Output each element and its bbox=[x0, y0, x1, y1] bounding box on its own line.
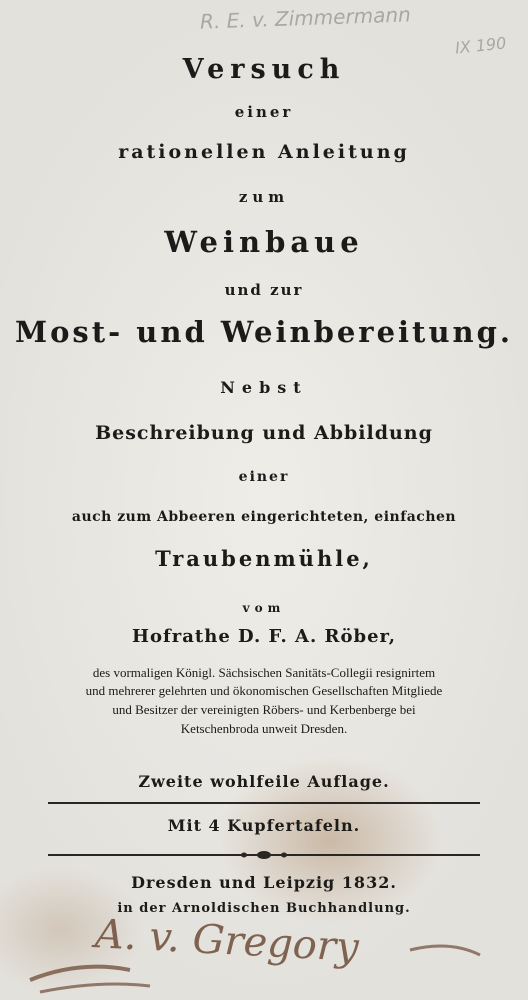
title-line-abbeeren: auch zum Abbeeren eingerichteten, einfachen bbox=[71, 509, 457, 525]
title-word-vom: vom bbox=[242, 601, 286, 615]
title-word-traubenmuehle: Traubenmühle, bbox=[155, 546, 373, 571]
plates-statement: Mit 4 Kupfertafeln. bbox=[167, 816, 361, 835]
author-credentials-4: Ketschenbroda unweit Dresden. bbox=[180, 721, 348, 736]
title-line-beschreibung: Beschreibung und Abbildung bbox=[95, 422, 433, 444]
title-word-nebst: Nebst bbox=[220, 378, 308, 397]
author-credentials-1: des vormaligen Königl. Sächsischen Sanitäts-Collegii resignirtem bbox=[92, 665, 436, 680]
pencil-owner-note: R. E. v. Zimmermann bbox=[199, 2, 412, 34]
author-name: Hofrathe D. F. A. Röber, bbox=[132, 626, 396, 647]
pencil-date-note: IX 190 bbox=[454, 33, 508, 58]
imprint-place-year: Dresden und Leipzig 1832. bbox=[131, 873, 397, 892]
title-line-anleitung: rationellen Anleitung bbox=[118, 141, 410, 163]
title-word-einer: einer bbox=[234, 103, 294, 121]
handwritten-signature: A. v. Gregory bbox=[93, 911, 360, 971]
title-word-zum: zum bbox=[238, 188, 290, 206]
upper-rule bbox=[48, 802, 480, 804]
title-line-weinbereitung: Most- und Weinbereitung. bbox=[14, 315, 513, 349]
imprint-publisher: in der Arnoldischen Buchhandlung. bbox=[117, 901, 411, 916]
title-word-einer-2: einer bbox=[238, 469, 290, 485]
author-credentials-3: und Besitzer der vereinigten Röbers- und Kerbenberge bei bbox=[112, 702, 416, 717]
title-word-weinbaue: Weinbaue bbox=[164, 225, 364, 259]
edition-statement: Zweite wohlfeile Auflage. bbox=[138, 772, 390, 791]
signature-flourish bbox=[20, 940, 500, 1000]
title-word-versuch: Versuch bbox=[182, 54, 346, 85]
title-words-und-zur: und zur bbox=[224, 281, 304, 299]
author-credentials-2: und mehrerer gelehrten und ökonomischen Gesellschaften Mitgliede bbox=[85, 683, 443, 698]
ornamental-rule bbox=[48, 850, 480, 860]
